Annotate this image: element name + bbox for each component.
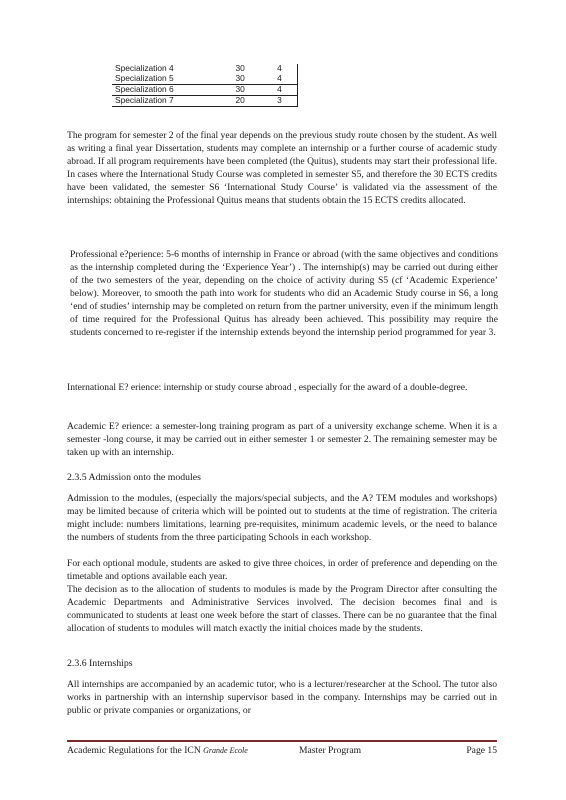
- row-coef: 3: [262, 96, 298, 107]
- row-coef: 4: [262, 85, 298, 96]
- table-row: [112, 96, 298, 107]
- section-heading-internships: 2.3.6 Internships: [67, 658, 133, 669]
- table-row: [112, 85, 298, 96]
- table-row: [112, 74, 298, 85]
- specialization-table: [112, 64, 298, 107]
- row-name: Specialization 5: [115, 73, 174, 84]
- paragraph-optional-module: For each optional module, students are asked to give three choices, in order of preference and depending on the timetable and options available each year.: [67, 558, 497, 582]
- row-ects: 30: [235, 73, 245, 84]
- paragraph-professional-experience: Professional e?perience: 5-6 months of internship in France or abroad (with the same objectives and conditions as the internship completed during the ‘Experience Year’) . The internship(s) may be carried out during either of the two semesters of the year, depending on the choice of activity during S5 (cf ‘Academic Experience’ below). Moreover, to smooth the path into work for students who did an Academic Study course in S6, a long ‘end of studies’ internship may be completed on return from the partner university, even if the minimum length of time required for the Professional Quitus has already been achieved. This possibility may require the students concerned to re-register if the internship extends beyond the internship period programmed for year 3.: [70, 249, 498, 338]
- row-name: Specialization 6: [112, 85, 218, 96]
- paragraph-admission: Admission to the modules, (especially the majors/special subjects, and the A? TEM modules and workshops) may be limited because of criteria which will be pointed out to students at the time of registration. The criteria might include: numbers limitations, learning pre-requisites, minimum academic levels, or the need to balance the numbers of students from the three participating Schools in each workshop.: [67, 493, 497, 543]
- footer-rule: [67, 740, 497, 742]
- section-heading-admission: 2.3.5 Admission onto the modules: [67, 472, 201, 483]
- row-ects: 30: [218, 85, 261, 96]
- footer-school: Grande Ecole: [203, 746, 248, 755]
- paragraph-allocation-decision: The decision as to the allocation of students to modules is made by the Program Director after consulting the Academic Departments and Administrative Services involved. The decision becomes final and is communicated to students at least one week before the start of classes. There can be no guarantee that the final allocation of students to modules will match exactly the initial choices made by the students.: [67, 584, 497, 634]
- paragraph-academic-experience: Academic E? erience: a semester-long training program as part of a university exchange scheme. When it is a semester -long course, it may be carried out in either semester 1 or semester 2. The remaining semester may be taken up with an internship.: [67, 421, 497, 458]
- footer-program: Master Program: [299, 745, 362, 756]
- row-coef: 4: [262, 74, 298, 85]
- page-number: Page 15: [466, 745, 497, 756]
- footer-title: Academic Regulations for the ICN: [67, 745, 201, 756]
- paragraph-internships: All internships are accompanied by an academic tutor, who is a lecturer/researcher at the School. The tutor also works in partnership with an internship supervisor based in the company. Internships may be carried out in public or private companies or organizations, or: [67, 679, 497, 716]
- row-ects: 30: [235, 63, 245, 74]
- row-name: Specialization 4: [115, 63, 174, 74]
- row-ects: 20: [218, 96, 261, 107]
- paragraph-international-experience: International E? erience: internship or study course abroad , especially for the award of a double-degree.: [67, 382, 468, 393]
- row-name: Specialization 7: [112, 96, 218, 107]
- paragraph-semester-2: The program for semester 2 of the final year depends on the previous study route chosen by the student. As well as writing a final year Dissertation, students may complete an internship or a further course of academic study abroad. If all program requirements have been completed (the Quitus), students may start their professional life. In cases where the International Study Course was completed in semester S5, and therefore the 30 ECTS credits have been validated, the semester S6 ‘International Study Course’ is validated via the assessment of the internships: obtaining the Professional Quitus means that students obtain the 15 ECTS credits allocated.: [67, 130, 497, 206]
- row-coef: 4: [262, 64, 298, 74]
